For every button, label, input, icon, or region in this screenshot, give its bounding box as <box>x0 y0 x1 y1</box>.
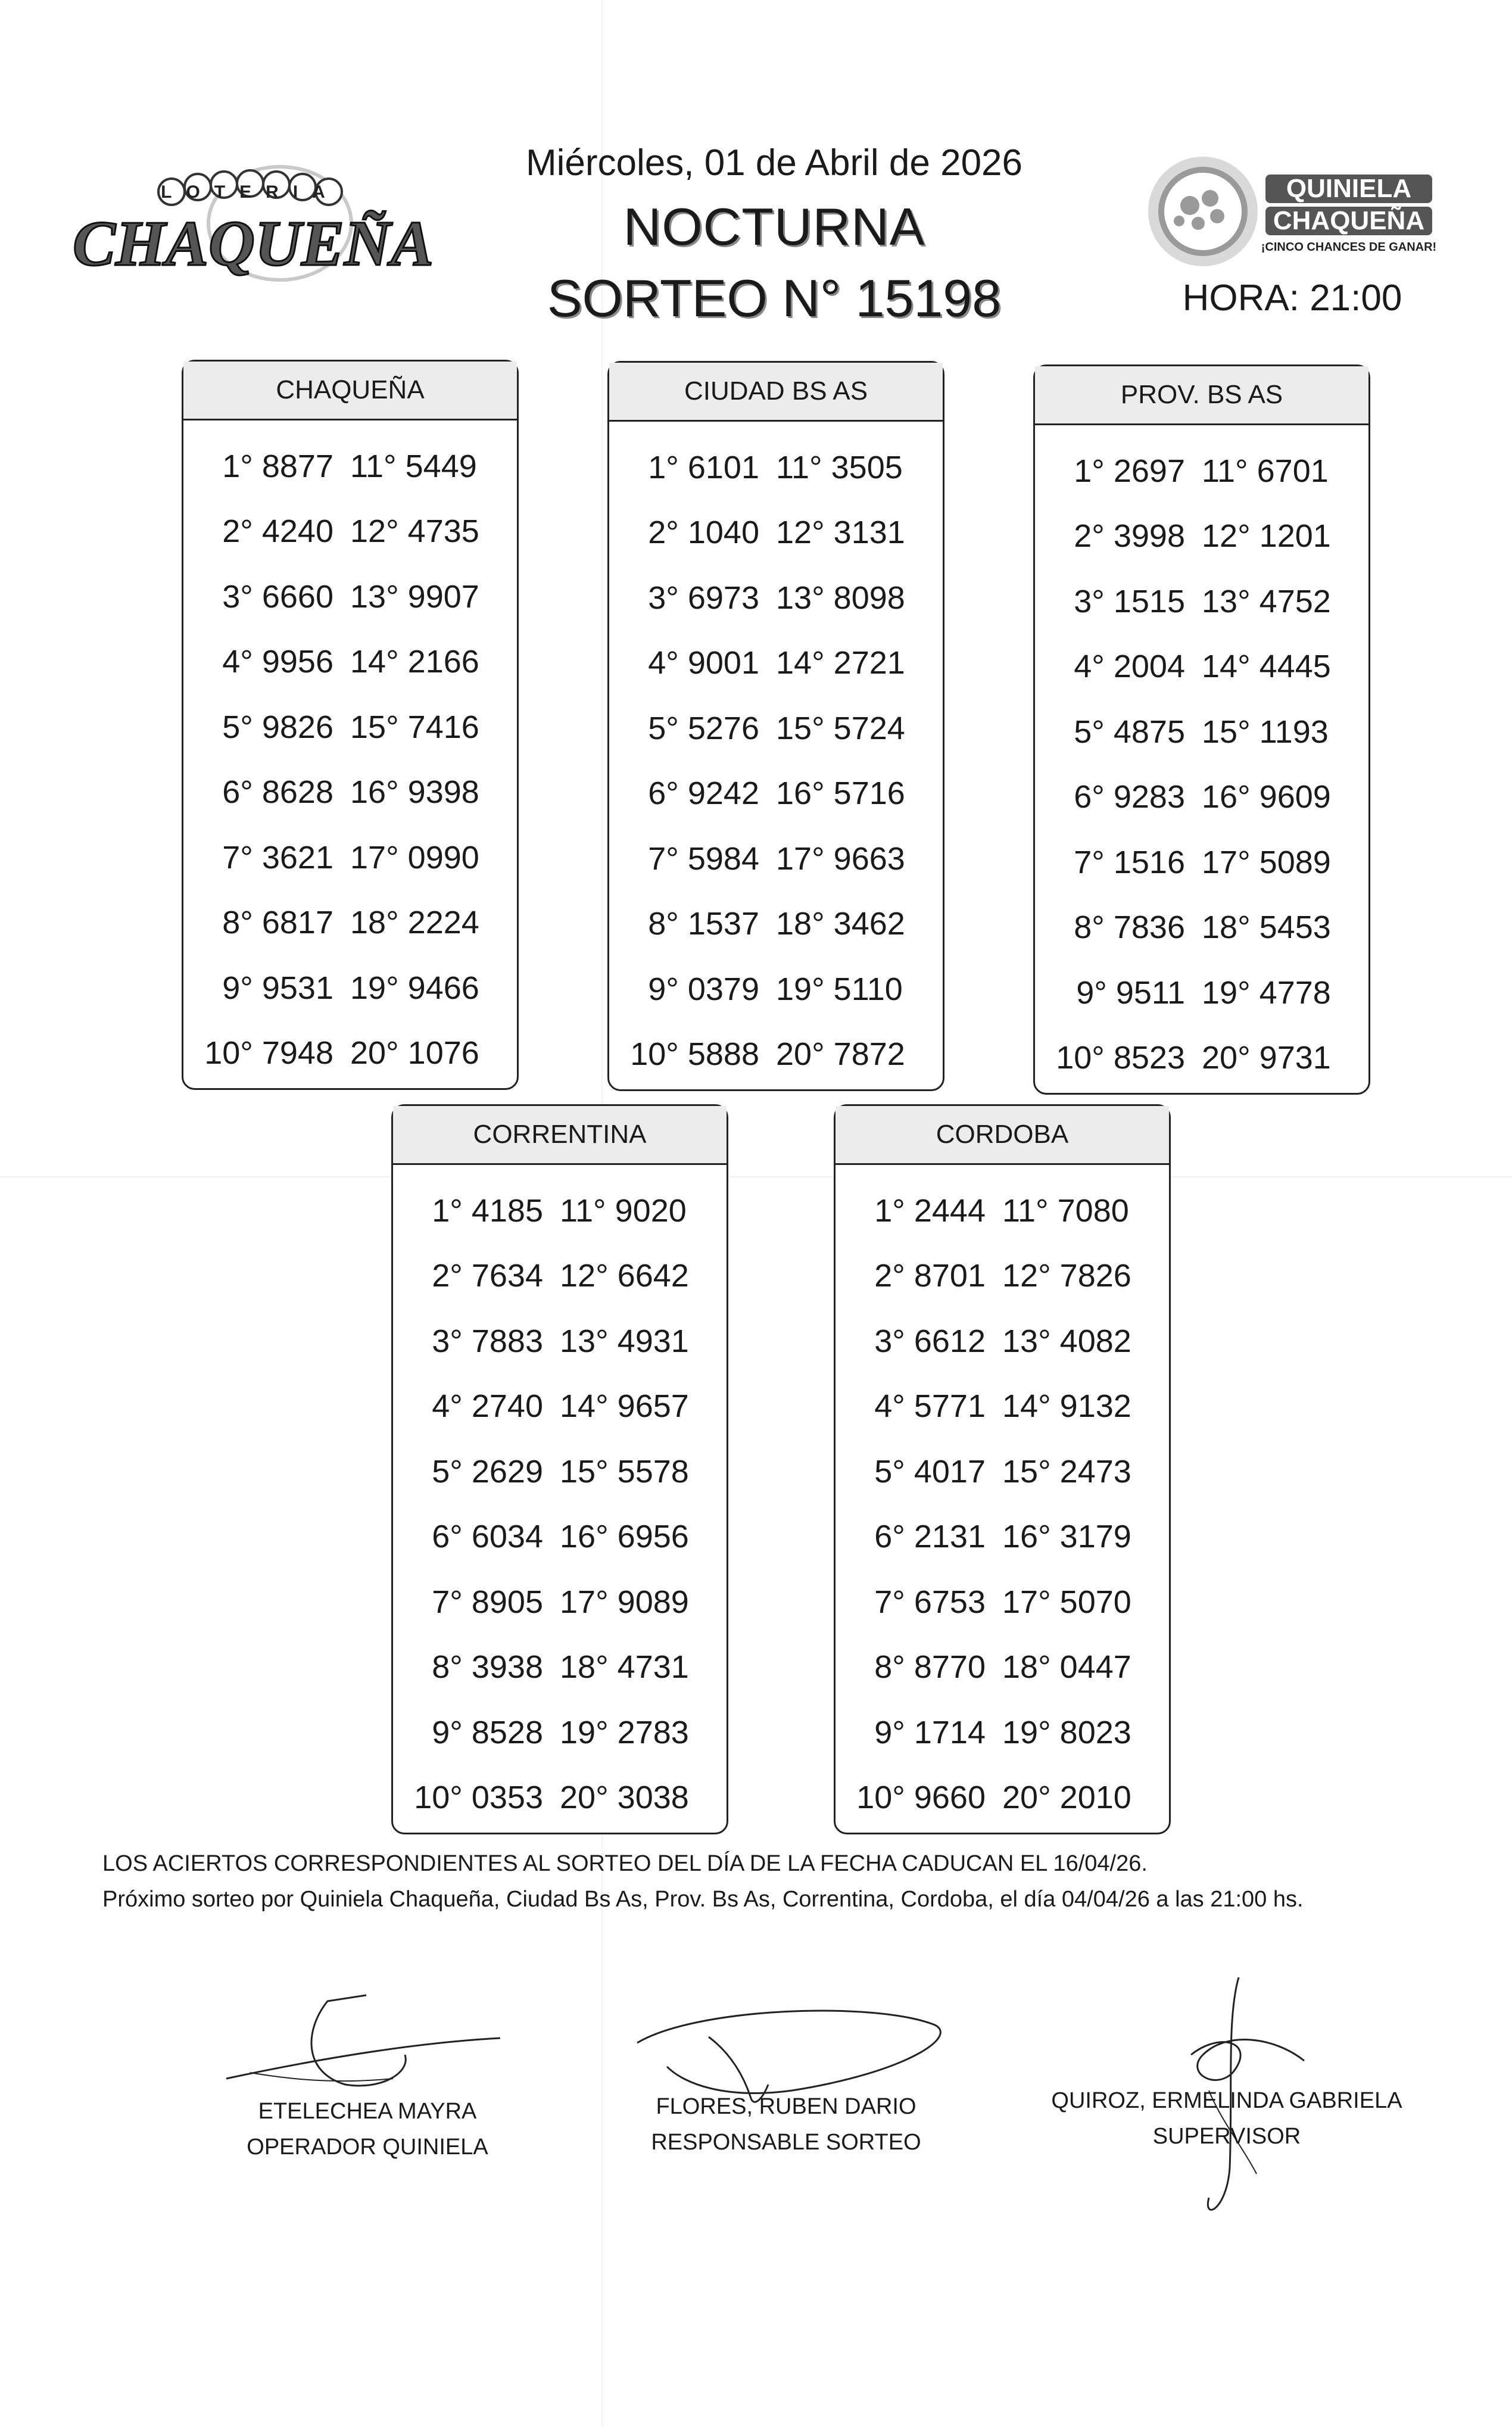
signature-2-role: RESPONSABLE SORTEO <box>651 2130 921 2155</box>
result-row <box>183 564 517 630</box>
prize-left: 1° 2444 <box>874 1192 986 1229</box>
prize-left: 1° 6101 <box>648 449 759 485</box>
prize-right: 16° 9609 <box>1202 779 1331 815</box>
result-row <box>836 1700 1169 1765</box>
prize-right: 12° 7826 <box>1002 1258 1131 1294</box>
prize-right: 19° 5110 <box>776 971 903 1007</box>
logo-right-line1: QUINIELA <box>1286 174 1412 203</box>
prize-right: 15° 5724 <box>776 710 905 746</box>
prize-right: 19° 8023 <box>1002 1714 1131 1750</box>
result-row <box>1035 569 1368 634</box>
prize-right: 16° 6956 <box>560 1519 689 1555</box>
prize-left: 3° 1515 <box>1074 583 1185 619</box>
prize-right: 17° 9663 <box>776 840 905 877</box>
prize-left: 6° 9283 <box>1074 779 1185 815</box>
prize-right: 16° 3179 <box>1002 1519 1131 1555</box>
result-row <box>1035 1026 1368 1091</box>
prize-right: 14° 9657 <box>560 1388 689 1425</box>
draw-number: SORTEO N° 15198 <box>547 269 1002 328</box>
result-row <box>836 1439 1169 1504</box>
prize-left: 8° 3938 <box>432 1649 543 1685</box>
result-row <box>836 1308 1169 1374</box>
result-row <box>836 1504 1169 1570</box>
prize-right: 14° 2166 <box>350 644 479 680</box>
result-row <box>393 1700 727 1765</box>
result-row <box>609 892 943 957</box>
prize-left: 6° 6034 <box>432 1519 543 1555</box>
results-box-cordoba <box>834 1104 1171 1834</box>
prize-left: 1° 2697 <box>1074 453 1185 489</box>
prize-right: 18° 3462 <box>776 906 905 942</box>
prize-left: 5° 4875 <box>1074 714 1185 750</box>
result-row <box>393 1635 727 1700</box>
prize-right: 13° 9907 <box>350 578 479 615</box>
prize-left: 1° 4185 <box>432 1192 543 1229</box>
prize-left: 4° 5771 <box>874 1388 986 1425</box>
prize-left: 8° 6817 <box>222 905 333 941</box>
results-box-title: CIUDAD BS AS <box>609 363 943 422</box>
prize-left: 2° 1040 <box>648 515 759 551</box>
prize-left: 7° 3621 <box>222 839 333 876</box>
result-row <box>183 1021 517 1086</box>
result-row <box>836 1374 1169 1440</box>
prize-right: 15° 5578 <box>560 1453 689 1490</box>
result-row <box>836 1244 1169 1309</box>
prize-right: 20° 3038 <box>560 1780 689 1816</box>
signature-3-name: QUIROZ, ERMELINDA GABRIELA <box>1051 2088 1402 2113</box>
result-row <box>609 631 943 696</box>
prize-right: 19° 9466 <box>350 970 479 1006</box>
result-row <box>609 1022 943 1088</box>
prize-right: 20° 2010 <box>1002 1780 1131 1816</box>
result-row <box>1035 634 1368 700</box>
result-row <box>393 1504 727 1570</box>
result-row <box>836 1569 1169 1635</box>
result-row <box>1035 960 1368 1026</box>
prize-left: 4° 2004 <box>1074 649 1185 685</box>
prize-left: 6° 8628 <box>222 774 333 811</box>
result-row <box>393 1308 727 1374</box>
result-row <box>393 1374 727 1440</box>
prize-right: 14° 2721 <box>776 645 905 681</box>
prize-right: 15° 1193 <box>1202 714 1329 750</box>
quiniela-chaquena-logo <box>1143 152 1447 271</box>
results-box-title: CORDOBA <box>836 1106 1169 1165</box>
prize-left: 9° 9511 <box>1076 974 1185 1011</box>
result-row <box>1035 699 1368 765</box>
results-box-title: PROV. BS AS <box>1035 366 1368 425</box>
paper-fold-horizontal <box>0 1176 1512 1177</box>
signature-2-name: FLORES, RUBEN DARIO <box>656 2094 916 2119</box>
result-row <box>393 1765 727 1831</box>
result-row <box>183 955 517 1021</box>
results-box-prov-bs-as <box>1033 364 1370 1095</box>
prize-left: 4° 9956 <box>222 644 333 680</box>
prize-left: 5° 9826 <box>222 709 333 745</box>
results-box-chaque-a <box>182 360 519 1090</box>
results-box-correntina <box>391 1104 728 1834</box>
prize-left: 4° 9001 <box>648 645 759 681</box>
results-rows <box>836 1165 1169 1830</box>
prize-left: 3° 6973 <box>648 580 759 616</box>
result-row <box>1035 765 1368 830</box>
prize-left: 5° 5276 <box>648 710 759 746</box>
results-box-ciudad-bs-as <box>607 361 944 1091</box>
result-row <box>393 1244 727 1309</box>
result-row <box>1035 895 1368 961</box>
expiry-note: LOS ACIERTOS CORRESPONDIENTES AL SORTEO DEL DÍA DE LA FECHA CADUCAN EL 16/04/26. <box>102 1851 1148 1876</box>
result-row <box>183 630 517 695</box>
prize-right: 11° 6701 <box>1202 453 1329 489</box>
prize-right: 11° 5449 <box>350 448 477 484</box>
results-rows <box>183 420 517 1086</box>
logo-left-top-text: LOTERIA <box>161 182 339 202</box>
prize-left: 2° 7634 <box>432 1258 543 1294</box>
prize-right: 13° 8098 <box>776 580 905 616</box>
prize-left: 5° 2629 <box>432 1453 543 1490</box>
prize-right: 17° 5070 <box>1002 1584 1131 1620</box>
result-row <box>183 694 517 760</box>
result-row <box>609 761 943 827</box>
prize-left: 2° 8701 <box>874 1258 986 1294</box>
prize-right: 14° 4445 <box>1202 649 1331 685</box>
results-rows <box>1035 425 1368 1091</box>
prize-right: 18° 5453 <box>1202 909 1331 946</box>
prize-right: 19° 2783 <box>560 1714 689 1750</box>
prize-left: 3° 7883 <box>432 1323 543 1359</box>
result-row <box>836 1178 1169 1244</box>
loteria-chaquena-logo <box>72 161 434 292</box>
result-row <box>609 435 943 500</box>
draw-date: Miércoles, 01 de Abril de 2026 <box>525 142 1023 183</box>
prize-right: 16° 5716 <box>776 775 905 812</box>
result-row <box>609 696 943 761</box>
prize-right: 13° 4752 <box>1202 583 1331 619</box>
prize-left: 6° 9242 <box>648 775 759 812</box>
prize-left: 7° 6753 <box>874 1584 986 1620</box>
prize-right: 17° 5089 <box>1202 844 1331 880</box>
results-box-title: CORRENTINA <box>393 1106 727 1165</box>
result-row <box>183 434 517 499</box>
prize-right: 15° 2473 <box>1002 1453 1131 1490</box>
prize-left: 8° 1537 <box>648 906 759 942</box>
prize-right: 12° 6642 <box>560 1258 689 1294</box>
prize-right: 11° 3505 <box>776 449 903 485</box>
prize-left: 10° 0353 <box>414 1780 543 1816</box>
prize-right: 12° 1201 <box>1202 518 1331 554</box>
prize-right: 17° 0990 <box>350 839 479 876</box>
prize-right: 20° 1076 <box>350 1035 479 1071</box>
results-rows <box>393 1165 727 1830</box>
prize-left: 10° 8523 <box>1056 1040 1185 1076</box>
draw-session-title: NOCTURNA <box>623 197 925 256</box>
prize-right: 18° 4731 <box>560 1649 689 1685</box>
result-row <box>393 1178 727 1244</box>
result-row <box>836 1635 1169 1700</box>
prize-right: 13° 4931 <box>560 1323 689 1359</box>
prize-left: 9° 8528 <box>432 1714 543 1750</box>
result-row <box>1035 830 1368 895</box>
result-row <box>1035 504 1368 569</box>
result-row <box>609 957 943 1022</box>
logo-right-tagline: ¡CINCO CHANCES DE GANAR! <box>1261 241 1437 254</box>
prize-left: 8° 7836 <box>1074 909 1185 946</box>
prize-left: 6° 2131 <box>874 1519 986 1555</box>
signature-1-role: OPERADOR QUINIELA <box>247 2135 488 2160</box>
result-row <box>1035 438 1368 504</box>
result-row <box>609 500 943 566</box>
prize-right: 20° 9731 <box>1202 1040 1331 1076</box>
prize-left: 10° 7948 <box>204 1035 333 1071</box>
prize-right: 18° 0447 <box>1002 1649 1131 1685</box>
result-row <box>183 499 517 565</box>
prize-left: 2° 4240 <box>222 513 333 550</box>
prize-left: 3° 6612 <box>874 1323 986 1359</box>
prize-right: 20° 7872 <box>776 1036 905 1073</box>
prize-left: 4° 2740 <box>432 1388 543 1425</box>
prize-left: 9° 0379 <box>648 971 759 1007</box>
logo-left-main-text: CHAQUEÑA <box>72 208 434 279</box>
draw-time: HORA: 21:00 <box>1182 278 1402 319</box>
prize-right: 19° 4778 <box>1202 974 1331 1011</box>
result-row <box>836 1765 1169 1831</box>
result-row <box>609 826 943 892</box>
prize-right: 14° 9132 <box>1002 1388 1131 1425</box>
prize-left: 7° 1516 <box>1074 844 1185 880</box>
prize-right: 12° 3131 <box>776 515 905 551</box>
result-row <box>609 565 943 631</box>
prize-left: 9° 9531 <box>222 970 333 1006</box>
results-box-title: CHAQUEÑA <box>183 362 517 420</box>
result-row <box>183 890 517 956</box>
result-row <box>393 1439 727 1504</box>
prize-left: 3° 6660 <box>222 578 333 615</box>
prize-right: 11° 7080 <box>1002 1192 1129 1229</box>
result-row <box>183 760 517 825</box>
prize-right: 11° 9020 <box>560 1192 687 1229</box>
prize-left: 7° 5984 <box>648 840 759 877</box>
prize-left: 10° 9660 <box>856 1780 986 1816</box>
next-draw-note: Próximo sorteo por Quiniela Chaqueña, Ciudad Bs As, Prov. Bs As, Correntina, Cordoba, el día 04/04/26 a las 21:00 hs. <box>102 1887 1304 1912</box>
prize-left: 8° 8770 <box>874 1649 986 1685</box>
prize-right: 17° 9089 <box>560 1584 689 1620</box>
signature-1-name: ETELECHEA MAYRA <box>258 2099 477 2124</box>
prize-left: 10° 5888 <box>630 1036 759 1073</box>
prize-right: 16° 9398 <box>350 774 479 811</box>
signature-3-role: SUPERVISOR <box>1152 2124 1301 2149</box>
prize-right: 15° 7416 <box>350 709 479 745</box>
prize-right: 13° 4082 <box>1002 1323 1131 1359</box>
prize-right: 12° 4735 <box>350 513 479 550</box>
result-row <box>183 825 517 890</box>
results-rows <box>609 422 943 1087</box>
result-row <box>393 1569 727 1635</box>
prize-left: 9° 1714 <box>874 1714 986 1750</box>
prize-left: 5° 4017 <box>874 1453 986 1490</box>
prize-right: 18° 2224 <box>350 905 479 941</box>
logo-right-line2: CHAQUEÑA <box>1273 206 1425 235</box>
prize-left: 7° 8905 <box>432 1584 543 1620</box>
prize-left: 2° 3998 <box>1074 518 1185 554</box>
prize-left: 1° 8877 <box>222 448 333 484</box>
